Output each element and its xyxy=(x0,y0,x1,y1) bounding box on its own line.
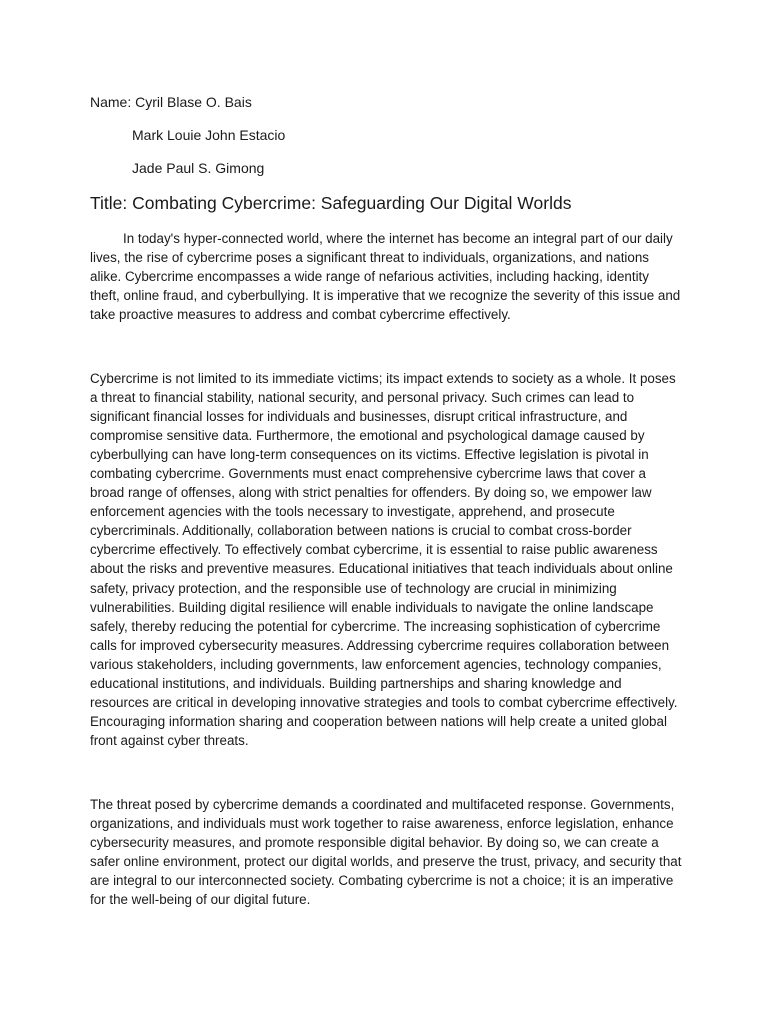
body-paragraph: The threat posed by cybercrime demands a coordinated and multifaceted response. Governments, organizations, and individuals must work together to raise awareness, enforce legislation, enhance cybersecurity measures, and promote responsible digital behavior. By doing so, we can create a safer online environment, protect our digital worlds, and preserve the trust, privacy, and security that are integral to our interconnected society. Combating cybercrime is not a choice; it is an imperative for the well-being of our digital future. xyxy=(90,797,682,908)
body-paragraph: Cybercrime is not limited to its immediate victims; its impact extends to society as a whole. It poses a threat to financial stability, national security, and personal privacy. Such crimes can lead to significant financial losses for individuals and businesses, disrupt critical infrastructure, and compromise sensitive data. Furthermore, the emotional and psychological damage caused by cyberbullying can have long-term consequences on its victims. Effective legislation is pivotal in combating cybercrime. Governments must enact comprehensive cybercrime laws that cover a broad range of offenses, along with strict penalties for offenders. By doing so, we empower law enforcement agencies with the tools necessary to investigate, apprehend, and prosecute cybercriminals. Additionally, collaboration between nations is crucial to combat cross-border cybercrime effectively. To effectively combat cybercrime, it is essential to raise public awareness about the risks and preventive measures. Educational initiatives that teach individuals about online safety, privacy protection, and the responsible use of technology are crucial in minimizing vulnerabilities. Building digital resilience will enable individuals to navigate the online landscape safely, thereby reducing the potential for cybercrime. The increasing sophistication of cybercrime calls for improved cybersecurity measures. Addressing cybercrime requires collaboration between various stakeholders, including governments, law enforcement agencies, technology companies, educational institutions, and individuals. Building partnerships and sharing knowledge and resources are critical in developing innovative strategies and tools to combat cybercrime effectively. Encouraging information sharing and cooperation between nations will help create a united global front against cyber threats. xyxy=(90,371,678,748)
author-name-line: Mark Louie John Estacio xyxy=(132,127,286,143)
body-paragraph: In today's hyper-connected world, where the internet has become an integral part of our daily lives, the rise of cybercrime poses a significant threat to individuals, organizations, and nations alike. Cybercrime encompasses a wide range of nefarious activities, including hacking, identity theft, online fraud, and cyberbullying. It is imperative that we recognize the severity of this issue and take proactive measures to address and combat cybercrime effectively. xyxy=(90,231,681,323)
author-name-line: Jade Paul S. Gimong xyxy=(132,160,265,176)
document-title: Title: Combating Cybercrime: Safeguarding Our Digital Worlds xyxy=(90,193,572,213)
author-name-line: Name: Cyril Blase O. Bais xyxy=(90,94,252,110)
